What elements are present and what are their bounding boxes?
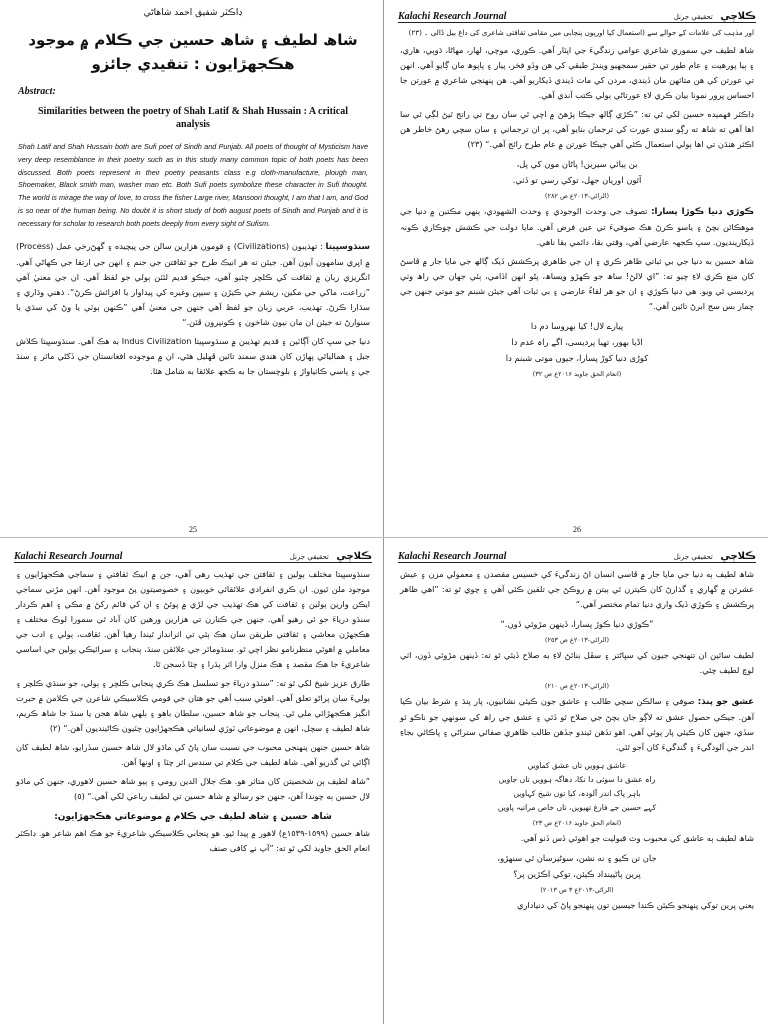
citation: (الراڻي-٢٠١٣ع ص ٢٥٣): [544, 636, 610, 644]
page-27: [8, 540, 378, 1024]
section-heading: عشق جو پنڌ:: [697, 697, 754, 707]
journal-title: Kalachi Research Journal: [398, 11, 507, 22]
verse-line: پرين پاڻيينداد ڪيئن، توکي اڪڙين پر؟: [513, 869, 641, 879]
paragraph: شاھ لطيف ٻه دنيا جي مايا جار ۾ ڦاسي انسان اڻ زندگيءَ کي خسيس مقصدن ۽ معمولي مزن ۽ عيش عشرتن ۾ گهاري ۽ گذارڻ کان ڪيترن ئي ٻيتن ۾ روڪڻ جي تلقين ڪئي آهي ۽ چوي ٿو ته: ”اهي ظاهر پرڪشش ۽ ڪوڙي ڏيک واري دنيا تمام مختصر آهي.“: [400, 569, 754, 609]
paragraph: شاھ لطيف ٻه عاشق کي محبوب وٽ قبوليت جو اهوئي ڏس ڏنو آهي.: [520, 833, 754, 843]
paragraph: دنيا جي سڀ کان آڳاٽين ۽ قديم تهذيبن ۾ سنڌوسڀيتا Indus Civilization به هڪ آهي. سنڌوسڀيتا ڪلاش جبل ۽ هماليائي پهاڙن کان هندي سمنڊ تائين ڦهليل هئي، ان ۾ موجوده افغانستان جي ڏکڻي ماٿر ۽ سنڌ جي ۽ پاسي ڪاٺياواڙ ۽ بلوچستان جا به ڪجھ علائقا به شامل هئا.: [16, 335, 370, 376]
page-26: [392, 0, 762, 536]
page-28: [392, 540, 762, 1024]
sub-heading: شاھ حسين ۽ شاھ لطيف جي ڪلام ۾ موضوعاتي هڪجهڙايون:: [54, 812, 332, 822]
paragraph: [400, 204, 754, 250]
page-number: 26: [573, 525, 581, 534]
paragraph: يعني پرين توکي پنهنجو ڪيئن ڪندا جيسين تون پنهنجو پاڻ کي دنياداري: [517, 900, 754, 910]
citation: (انعام الحق جاوید ۲۰۱۶ع ص ۲۳): [532, 819, 622, 827]
journal-logo: [674, 551, 756, 562]
journal-logo-text: ڪلاچي: [720, 11, 756, 22]
title-line-2: هڪجهڙايون : تنقيدي جائزو: [91, 55, 295, 73]
journal-logo-text: ڪلاچي: [720, 551, 756, 562]
section-heading: ڪوڙي دنيا ڪوڙا پسارا:: [651, 207, 754, 217]
page-25: [8, 0, 378, 536]
verse-line: بن ٻيائي سيرين! پاڻان مون کي پل،: [516, 159, 638, 169]
verse-line: کوڑی دنیا کوڑ پسارا، جیوں موتی شبنم دا: [505, 353, 649, 363]
paragraph: [400, 694, 754, 755]
english-abstract: Shah Latif and Shah Hussain both are Sufi poet of Sindh and Punjab. All poets of thought of Mysticism have very deep resemblance in their poetry such as in this study many common topic of both poets has been discussed. Both poets represent in their poetry peasants class e.g cloth-manufacture, plough man, Shoemaker, Black smith man, washer man etc. Both Sufi poets symbolize these character in Sufi thought. The world is mirage the way of love, to cross the fisher Large river, Mansoori thought, I am that I am, and God is so near of the human being. No doubt it is short study of both august poets of Sindh and Punjab and it is necessary for scholar to research both poets deeply from every sight of Sufism.: [18, 142, 368, 228]
journal-header: [398, 4, 756, 23]
citation: (الراڻي-٢٠١٣ع ٣ ص ٢٠١٣): [540, 886, 614, 894]
verse-line: اڈیا بھور، تھیا پردیسی، اگے راہ عدم دا: [511, 337, 643, 347]
paragraph: شاھ حسين به دنيا جي بي ثباتي ظاهر ڪري ۽ ان جي ظاهري پرڪشش ڏيک ڳالھ جي مايا جار ۾ ڦاسڻ کان منع ڪري لاءِ چيو ته: ”اي لالڻ! ساھ جو ڪهڙو ويساھ، پڻو انهن اڏامي، ٻئي جهان جي راھ وٺي پرديسي ٿي ويو. هي دنيا ڪوڙي ۽ ان جو هر لقاءُ عارضي ۽ بي ثبات آهي جيئن شبنم جو موتي جنهن جي چمار بس سج ابرڻ تائين آهي.“: [400, 256, 754, 311]
vertical-divider: [383, 0, 384, 1024]
paragraph: ”شاھ لطيف ٻن شخصيتن کان متاثر هو. هڪ جلال الدين رومي ۽ ٻيو شاھ حسين لاهوري، جنهن کي ماڌو لال حسين ٻه چوندا آهن، جنهن جو رسالو ۾ شاھ حسين تي لطيف رباعي لکي آهي.“ (٥): [16, 776, 370, 801]
paragraph: شاھ حسين (١٥٩٩-١٥٣٩ع) لاهور ۾ پيدا ٿيو. هو پنجابي ڪلاسيڪي شاعريءَ جو هڪ اهم شاعر هو. ڊاڪٽر انعام الحق جاويد لکي ٿو ته: ”آپ نے کافی صنف: [16, 828, 370, 853]
journal-title: Kalachi Research Journal: [398, 551, 507, 562]
abstract-label: Abstract:: [18, 86, 56, 97]
paragraph: ڊاڪٽر فهميده حسين لکي ٿي ته: ”ڪڙي ڳالھ جيڪا پڙهڻ ۾ اچي ٿي سان روح تي راتج ٿيڻ لڳي ٿي سا اها آهي ته شاھ ته رڳو سندي عورت کي ترجمان بنايو آهي، پر ان ترجماني ۽ سان سچي رهڻ خاطر هن اڪثر هنڌن تي اها ٻولي استعمال ڪئي آهي جيڪا عورتن ۾ عام طرح رائج آهي.“ (٢٣): [400, 109, 754, 149]
paragraph: سنڌوسڀيتا مختلف ٻولين ۽ ثقافتن جي تهذيب رهي آهي، جن ۾ انيڪ ثقافتي ۽ سماجي هڪجهڙايون ۽ موجود ملن ٿيون. ان ڪري انفرادي علائقائي خوبيون ۽ خصوصيتون پڻ موجود آهن. انهن مڙني سماجي ايڪن وارين ٻولين ۽ ثقافت کي هڪ تهذيب جي لڙي ۾ پوئڻ ۽ ان کي قائم رکڻ ۾ مڪي ۽ اهم ڪردار سنڌو درياءَ جو ئي رهيو آهي. جنهن جي ڪنارن تي هزارين ورهين کان آباد ٿي سمورا لوڪ مختلف ۽ هڪجهڙن معاشي ۽ ثقافتي طريقن سان هڪ ٻئي تي اثرانداز ٿيندا رهيا آهن. ثقافت، ٻولي ۽ ادب جي معاملي ۾ اهوئي منظرنامو نظر اچي ٿو. سنڌوماٿر جي علائقن سنڌ، پنجاب ۽ سرائيڪي ٻولين جي اساسي شاعريءَ جا هڪ مقصد ۽ هڪ منزل وارا اثر پڌرا ۽ چٽا ڏسجن ٿا.: [16, 569, 370, 669]
journal-title: Kalachi Research Journal: [14, 551, 123, 562]
verse: [398, 156, 756, 188]
citation: (الراڻي-٢٠١٣ع ص ٢١٠): [544, 682, 610, 690]
verse: [398, 759, 756, 815]
paragraph-text: تصوف جي وحدت الوجودي ۽ وحدت الشهودي، ٻنهي مڪتبن ۾ دنيا جي موهڪائن بچڻ ۽ ياسو ڪرڻ هڪ صوفيءَ تي عين فرض آهي. مايا دولت جي ڪشش چوڪاري ڪونہ ڏيکارينديون. سڀ ڪجهہ عارضي آهي، وقتي بقا، دائمي بقا ناهي.: [400, 206, 754, 247]
section-heading: سنڌوسڀيتا: [325, 241, 370, 252]
verse-line: راہ عشق دا سوئی دا نکا، دھاگہ ہوویں تاں جاویں: [498, 775, 656, 784]
journal-header: [14, 544, 372, 563]
english-title: Similarities between the poetry of Shah Latif & Shah Hussain : A critical analysis: [38, 106, 348, 130]
paragraph-text: : تهذيبون (Civilizations) ۽ قومون هزارين سالن جي پيچيده ۽ گهڻ‌رخي عمل (Process) ۾ اڀري سامهون آيون آهن. جيئن ته هر انيڪ طرح جو ثقافتن جي جنم ۽ انهن جي ارتقا جي ڪهاڻي آهي. انگريزي زبان ۾ ثقافت کي ڪلچر چئبو آهي، جيڪو قديم لئٽن ٻولي جو لفظ آهي. ان جي معنيٰ آهي ”زراعت، ماکي جي مکين، ريشم جي ڪيڙن ۽ سيپن وغيره کي پيداوار يا افزائش ڪرڻ“. ذهني وڌاري ۽ سڌارا ڪرڻ. تهذيب، عربي زبان جو لفظ آهي جنهن جي معنيٰ آهي ”ڪنهن ٻوٽي يا وڻ کي سڌي يا سنوارڻ ته جيئن ان مان نيون شاخون ۽ ڪونپرون ڦٽن.“: [16, 240, 370, 327]
verse-line: آئون اوريان جهل، توکي رسي تو ڏٺي.: [512, 175, 642, 185]
journal-logo-subtext: تحقيقي جرنل: [289, 553, 329, 561]
page-number: 25: [189, 525, 197, 534]
citation: (الراڻي-٢٠١٣ع ص ٢٨٢): [544, 192, 610, 200]
journal-logo-text: ڪلاچي: [336, 551, 372, 562]
author-name: ڊاڪٽر شفيق احمد شاهاڻي: [143, 8, 243, 18]
paragraph: لطيف سائين ان تنهنجي جيون کي سڀاڻتر ۽ سڦل بنائڻ لاءِ به صلاح ڏيئي ٿو ته: ڏينهن مڙوئي ڏون، اثي لوچ لطيف چئي.: [400, 650, 754, 675]
journal-header: [398, 544, 756, 563]
verse-line: ”ڪوڙي دنيا ڪوڙ پسارا، ڏينهن مڙوئي ڏون.“: [500, 619, 654, 629]
citation: (انعام الحق جاوید ۲۰۱۶ع ص ۳۲): [532, 370, 622, 378]
journal-logo-subtext: تحقيقي جرنل: [673, 13, 713, 21]
verse-line: جان تن ڪيو ۽ نه نشن، سوڻيرسان ٿي سنهڙو،: [497, 853, 657, 863]
paragraph: شاھ حسين جنهن پنهنجي محبوب جي نسبت سان پاڻ کي ماڌو لال شاھ حسين سڏرايو، شاھ لطيف کان اڳائي ٿي گذريو آهي. شاھ لطيف جي ڪلام تي سندس اثر چٽا ۽ اونها آهن.: [16, 742, 370, 767]
verse: [398, 318, 756, 366]
journal-logo: [290, 551, 372, 562]
verse: [398, 850, 756, 882]
verse-line: عاشق ہوویں تاں عشق کماویں: [527, 761, 627, 770]
verse-line: کہے حسین جے فارغ تھیویں، تاں خاص مراتبہ پاویں: [497, 803, 657, 812]
horizontal-divider: [0, 537, 768, 538]
title-line-1: شاھ لطيف ۽ شاھ حسين جي ڪلام ۾ موجود: [28, 31, 358, 49]
journal-logo: [674, 11, 756, 22]
verse-line: پیارے لال! کیا بھروسا دم دا: [530, 321, 624, 331]
paragraph: شاھ لطيف جي سموري شاعري عوامي زندگيءَ جي اپٽار آهي. ڪوري، موچي، لهار، مهاڻا، ڌوٻي، هاري، ۽ ٻيا پورهيت ۽ عام طور تي حقير سمجهيو ويندڙ طبقي کي هن وڏو فخر، پيار ۽ پاپوھ مان ڳايو آهي. انهن تي عورتن کي هن متاثهن مان ڏيندي، مردن کي مات ڏيندي ڏيکاريو آهي. هن پنهنجي شاعري ۾ عورتن جا احساس پرور نمونا بيان ڪري لاءِ عورتاڻي ٻولي ڪتب آندي آهي.: [400, 45, 754, 100]
verse-line: باہر پاک اندر آلودہ، کیا توں شیخ کہاویں: [513, 789, 641, 798]
paragraph-text: صوفي ۽ سالڪن سچي طالب ۽ عاشق جون ڪيئي نشانيون، پار پنڌ ۽ شرط بيان ڪيا آهن. جيڪي حصول عشق ته لاڳو جان بچڻ جي صلاح ٿو ڏئي ۽ عشق جي راھ کي سونهي جو ناڪو ٿو سڏي، جنهن کان ڪيئي پار پوئي آهي. اهو تڏهن ٿيندو جڏهن طالب ظاهري صفائي ستراڻي ۽ پاڪائي بجاءِ اندر جي آلودگيءَ ۽ گندگيءَ کان آجو ٿئي.: [400, 696, 754, 752]
journal-logo-subtext: تحقيقي جرنل: [673, 553, 713, 561]
paragraph: [16, 239, 370, 330]
top-line: اور مذہب کی علامات کے حوالے سے (استعمال کیا اوریوں پنجابی میں مقامی ثقافتی شاعری کی داغ بیل ڈالی ۔ (۲۳): [408, 28, 754, 37]
article-title-urdu: [14, 28, 372, 76]
paragraph: طارق عزيز شيخ لکي ٿو ته: ”سنڌو درياءَ جو تسلسل هڪ ڪري پنجابي ڪلچر ۽ ٻولي، جو سنڌي ڪلچر ۽ ٻوليءَ سان پراڻو تعلق آهي. اهوئي سبب آهي جو هتان جي قومي ڪلاسيڪي شاعرن جي ڪلامن ۾ حيرت انگيز هڪجهڙائي ملي ٿي. پنجاب جو شاھ حسين، سلطان باهو ۽ ٻلهي شاھ هجن يا سنڌ جا شاھ ڪريم، شاھ لطيف ۽ سچل، انهن ۾ موضوعاتي ٽوڙي لسانياتي هڪجهڙايون چٽيون ڪاڻينديون آهن.“ (٢): [16, 678, 370, 733]
